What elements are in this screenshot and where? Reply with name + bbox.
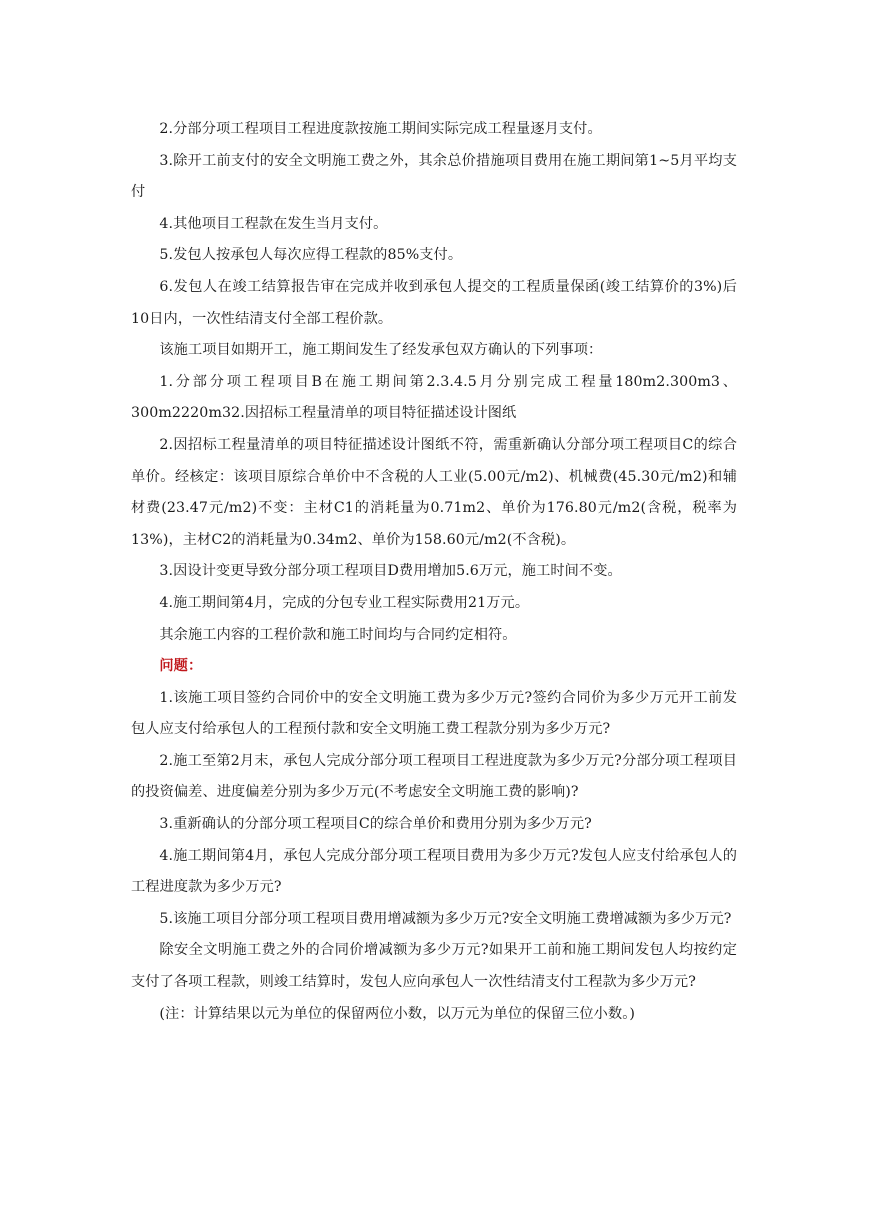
event-2: 2.因招标工程量清单的项目特征描述设计图纸不符，需重新确认分部分项工程项目C的综合单价。经核定：该项目原综合单价中不含税的人工业(5.00元/m2)、机械费(45.30元/m2)和辅材费(23.47元/m2)不变：主材C1的消耗量为0.71m2、单价为176.80元/m2(含税，税率为13%)，主材C2的消耗量为0.34m2、单价为158.60元/m2(不含税)。 bbox=[131, 436, 737, 548]
document-body bbox=[131, 114, 737, 1030]
payment-term-5: 5.发包人按承包人每次应得工程款的85%支付。 bbox=[159, 247, 463, 264]
question-5: 5.该施工项目分部分项工程项目费用增减额为多少万元?安全文明施工费增减额为多少万元? bbox=[159, 910, 732, 927]
payment-term-4: 4.其他项目工程款在发生当月支付。 bbox=[159, 215, 388, 232]
payment-term-3: 3.除开工前支付的安全文明施工费之外，其余总价措施项目费用在施工期间第1~5月平均支付 bbox=[131, 152, 737, 201]
events-intro: 该施工项目如期开工，施工期间发生了经发承包双方确认的下列事项： bbox=[159, 342, 603, 359]
question-3: 3.重新确认的分部分项工程项目C的综合单价和费用分别为多少万元? bbox=[159, 816, 592, 833]
events-closing: 其余施工内容的工程价款和施工时间均与合同约定相符。 bbox=[159, 626, 517, 643]
event-1: 1.分部分项工程项目B在施工期间第2.3.4.5月分别完成工程量180m2.300m3、300m2220m32.因招标工程量清单的项目特征描述设计图纸 bbox=[131, 373, 737, 422]
payment-term-2: 2.分部分项工程项目工程进度款按施工期间实际完成工程量逐月支付。 bbox=[159, 121, 602, 137]
event-3: 3.因设计变更导致分部分项工程项目D费用增加5.6万元，施工时间不变。 bbox=[159, 563, 622, 580]
payment-term-6: 6.发包人在竣工结算报告审在完成并收到承包人提交的工程质量保函(竣工结算价的3%)后10日内，一次性结清支付全部工程价款。 bbox=[131, 278, 737, 327]
question-5-continued: 除安全文明施工费之外的合同价增减额为多少万元?如果开工前和施工期间发包人均按约定支付了各项工程款，则竣工结算时，发包人应向承包人一次性结清支付工程款为多少万元? bbox=[131, 942, 737, 991]
question-4: 4.施工期间第4月，承包人完成分部分项工程项目费用为多少万元?发包人应支付给承包人的工程进度款为多少万元? bbox=[131, 847, 737, 896]
calculation-note: (注：计算结果以元为单位的保留两位小数，以万元为单位的保留三位小数。) bbox=[159, 1005, 636, 1022]
question-heading: 问题： bbox=[159, 658, 203, 675]
event-4: 4.施工期间第4月，完成的分包专业工程实际费用21万元。 bbox=[159, 594, 530, 611]
question-1: 1.该施工项目签约合同价中的安全文明施工费为多少万元?签约合同价为多少万元开工前发包人应支付给承包人的工程预付款和安全文明施工费工程款分别为多少万元? bbox=[131, 689, 737, 738]
question-2: 2.施工至第2月末，承包人完成分部分项工程项目工程进度款为多少万元?分部分项工程项目的投资偏差、进度偏差分别为多少万元(不考虑安全文明施工费的影响)? bbox=[131, 752, 737, 801]
